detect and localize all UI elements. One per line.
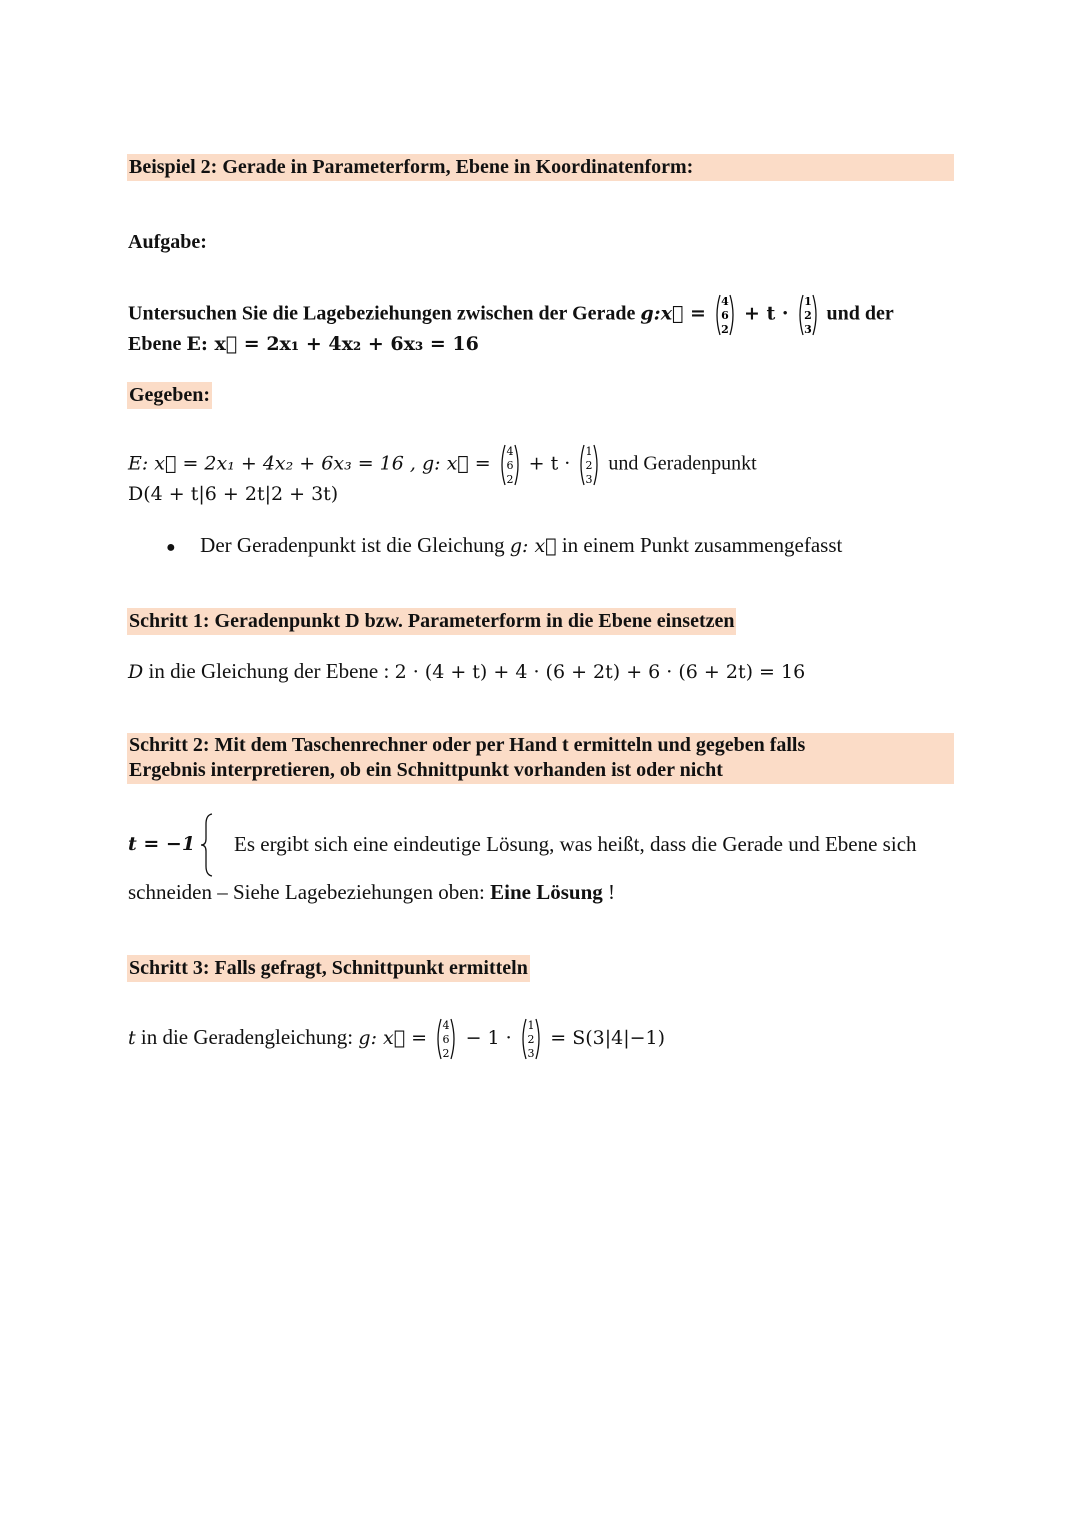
- aufgabe-line-2: [128, 333, 479, 356]
- vec-b-1: 1: [585, 445, 593, 458]
- given-point-d: D(4 + t|6 + 2t|2 + 3t): [128, 483, 339, 505]
- section-heading-text: Beispiel 2: Gerade in Parameterform, Ebene in Koordinatenform:: [129, 156, 694, 178]
- plus-t: + t ·: [743, 302, 789, 325]
- schritt-3-text: in die Geradengleichung:: [140, 1024, 354, 1049]
- vec-a-2: 6: [506, 459, 514, 472]
- t-value: t = −1: [128, 833, 196, 855]
- given-line-1-end: und Geradenpunkt: [608, 452, 757, 475]
- vec-a-2: 6: [721, 309, 729, 322]
- bullet-text-post: in einem Punkt zusammengefasst: [561, 533, 843, 557]
- vec-a-1: 4: [442, 1019, 450, 1032]
- aufgabe-text-1: Untersuchen Sie die Lagebeziehungen zwischen der Gerade: [128, 302, 636, 325]
- given-plus-t: + t ·: [528, 452, 571, 475]
- result-support-vector: [434, 1015, 458, 1063]
- schritt-2-title: [127, 733, 954, 784]
- schritt-2-explanation: Es ergibt sich eine eindeutige Lösung, was heißt, dass die Gerade und Ebene sich: [234, 832, 917, 856]
- direction-vector: [796, 291, 820, 339]
- schritt-3-title: Schritt 3: Falls gefragt, Schnittpunkt ermitteln: [127, 955, 530, 982]
- bullet-math: g: x⃗: [509, 535, 557, 557]
- aufgabe-label: Aufgabe:: [128, 231, 207, 253]
- gegeben-line-1: [128, 441, 757, 486]
- schritt-2-line-2-text: schneiden – Siehe Lagebeziehungen oben:: [128, 880, 485, 904]
- aufgabe-text-2: Ebene: [128, 333, 182, 355]
- schritt-2-line-2-end: !: [608, 880, 616, 904]
- vec-b-2: 2: [803, 309, 812, 322]
- vec-b-3: 3: [527, 1047, 535, 1060]
- bullet-icon: ●: [166, 539, 176, 556]
- bullet-item: [166, 533, 842, 558]
- support-vector: [713, 291, 737, 339]
- schritt-1-line: [128, 659, 805, 684]
- schritt-1-text: in die Gleichung der Ebene :: [148, 659, 390, 683]
- vec-b-1: 1: [527, 1019, 535, 1032]
- substitution-equation: 2 · (4 + t) + 4 · (6 + 2t) + 6 · (6 + 2t) = 16: [394, 661, 806, 683]
- vec-a-1: 4: [721, 295, 729, 308]
- schritt-3-g: g: x⃗ =: [358, 1026, 428, 1049]
- schritt-2-title-line-1: Schritt 2: Mit dem Taschenrechner oder per Hand t ermitteln und gegeben falls: [129, 734, 806, 756]
- minus-one: − 1 ·: [465, 1026, 512, 1049]
- schritt-2-line-2: [128, 880, 615, 905]
- line-g-label: g:x⃗ =: [640, 302, 706, 325]
- vec-a-2: 6: [442, 1033, 450, 1046]
- plane-equation: E: x⃗ = 2x₁ + 4x₂ + 6x₃ = 16: [186, 333, 479, 355]
- vec-b-3: 3: [585, 473, 593, 486]
- gegeben-label: Gegeben:: [127, 382, 212, 409]
- vec-b-2: 2: [585, 459, 593, 472]
- given-equations: E: x⃗ = 2x₁ + 4x₂ + 6x₃ = 16 , g: x⃗ =: [128, 452, 491, 475]
- schritt-2-title-line-2: Ergebnis interpretieren, ob ein Schnittpunkt vorhanden ist oder nicht: [129, 759, 723, 781]
- solution-count: Eine Lösung: [490, 880, 603, 904]
- schritt-1-title: Schritt 1: Geradenpunkt D bzw. Parameterform in die Ebene einsetzen: [127, 608, 736, 635]
- point-d-symbol: D: [128, 661, 144, 683]
- schritt-3-line: [128, 1015, 666, 1060]
- vec-b-3: 3: [803, 323, 812, 336]
- aufgabe-line-1: [128, 291, 894, 336]
- vec-a-3: 2: [442, 1047, 450, 1060]
- aufgabe-text-1-end: und der: [826, 302, 894, 325]
- intersection-point: = S(3|4|−1): [550, 1026, 666, 1049]
- vec-a-1: 4: [506, 445, 514, 458]
- section-heading: [127, 154, 954, 181]
- vec-b-2: 2: [527, 1033, 535, 1046]
- given-support-vector: [498, 441, 522, 489]
- vec-b-1: 1: [803, 295, 812, 308]
- curly-brace: [198, 812, 216, 878]
- vec-a-3: 2: [721, 323, 729, 336]
- result-direction-vector: [519, 1015, 543, 1063]
- vec-a-3: 2: [506, 473, 514, 486]
- bullet-text-pre: Der Geradenpunkt ist die Gleichung: [200, 533, 505, 557]
- given-direction-vector: [577, 441, 601, 489]
- t-symbol: t: [128, 1026, 136, 1049]
